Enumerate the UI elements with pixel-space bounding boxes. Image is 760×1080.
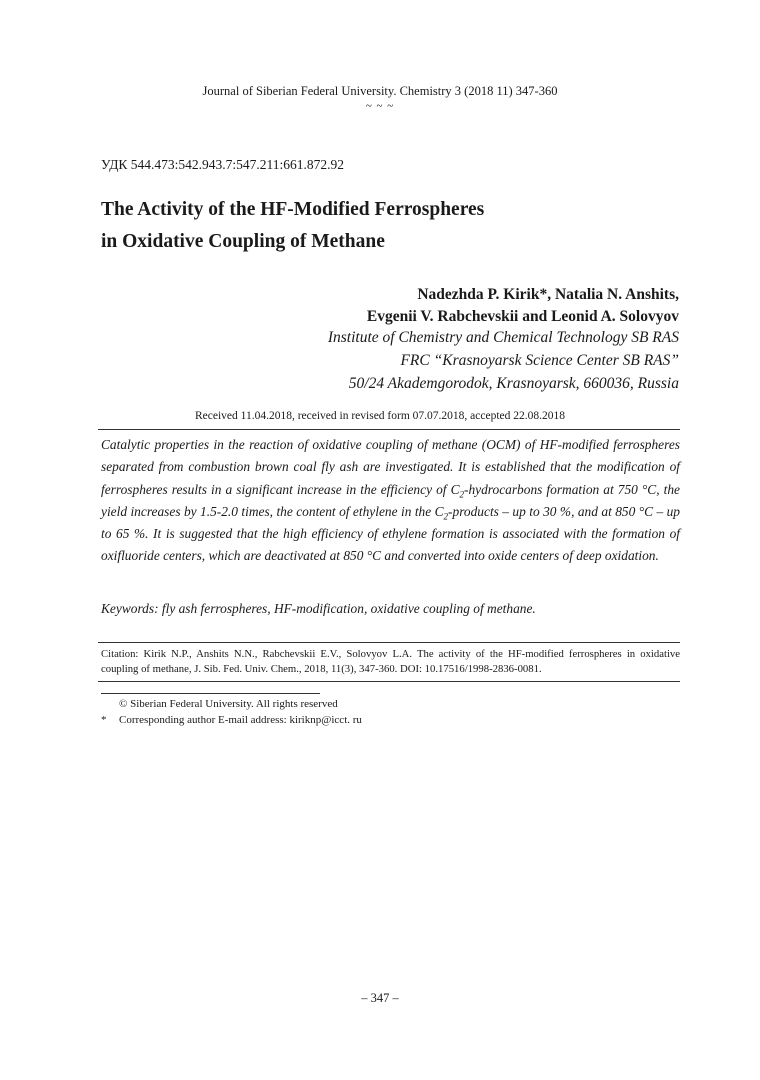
copyright-footnote: © Siberian Federal University. All rights reserved xyxy=(119,698,338,710)
citation-top-rule xyxy=(98,642,680,643)
authors xyxy=(79,284,679,328)
abstract-subscript-2: 2 xyxy=(443,511,449,522)
affiliation xyxy=(79,326,679,395)
abstract-text-3: -products – up to 30 %, and at 850 °C – up to 65 %. It is suggested that the high efficiency of ethylene formation is associated with the formation of oxifluoride centers, which are deactivated at 850 °C and converted into oxide centers of deep oxidation. xyxy=(101,503,680,564)
abstract-text-1: Catalytic properties in the reaction of oxidative coupling of methane (OCM) of HF-modified ferrospheres separated from combustion brown coal fly ash are investigated. It is established that the modification of ferrospheres results in a significant increase in the efficiency of C xyxy=(101,437,680,497)
header-ornament: ~ ~ ~ xyxy=(365,100,395,112)
journal-header: Journal of Siberian Federal University. Chemistry 3 (2018 11) 347-360 xyxy=(202,84,558,98)
corresponding-author-footnote: Corresponding author E-mail address: kiriknp@icct. ru xyxy=(119,714,362,726)
abstract-subscript-1: 2 xyxy=(459,489,464,500)
page-number: – 347 – xyxy=(361,991,399,1005)
affiliation-line-3: 50/24 Akademgorodok, Krasnoyarsk, 660036, Russia xyxy=(348,375,679,392)
abstract-top-rule xyxy=(98,429,680,430)
title-line-1: The Activity of the HF-Modified Ferrospheres xyxy=(101,199,485,220)
authors-line-2: Evgenii V. Rabchevskii and Leonid A. Solovyov xyxy=(366,308,679,325)
received-dates: Received 11.04.2018, received in revised form 07.07.2018, accepted 22.08.2018 xyxy=(194,410,566,422)
citation: Citation: Kirik N.P., Anshits N.N., Rabchevskii E.V., Solovyov L.A. The activity of the HF-modified ferrospheres in oxidative coupling of methane, J. Sib. Fed. Univ. Chem., 2018, 11(3), 347-360. DOI: 10.17516/1998-2836-0081. xyxy=(101,648,680,675)
affiliation-line-1: Institute of Chemistry and Chemical Technology SB RAS xyxy=(327,329,679,346)
keywords: Keywords: fly ash ferrospheres, HF-modification, oxidative coupling of methane. xyxy=(101,601,536,616)
abstract-text-2: -hydrocarbons formation at 750 °C, the yield increases by 1.5-2.0 times, the content of ethylene in the C xyxy=(101,481,680,519)
affiliation-line-2: FRC “Krasnoyarsk Science Center SB RAS” xyxy=(400,352,679,369)
article-title xyxy=(101,194,701,258)
authors-line-1: Nadezhda P. Kirik*, Natalia N. Anshits, xyxy=(417,286,679,303)
abstract xyxy=(101,434,680,568)
udk-code: УДК 544.473:542.943.7:547.211:661.872.92 xyxy=(101,157,345,172)
title-line-2: in Oxidative Coupling of Methane xyxy=(101,231,385,252)
footnote-rule xyxy=(101,693,320,694)
footnote-star-marker: * xyxy=(101,714,107,726)
citation-bottom-rule xyxy=(98,681,680,682)
